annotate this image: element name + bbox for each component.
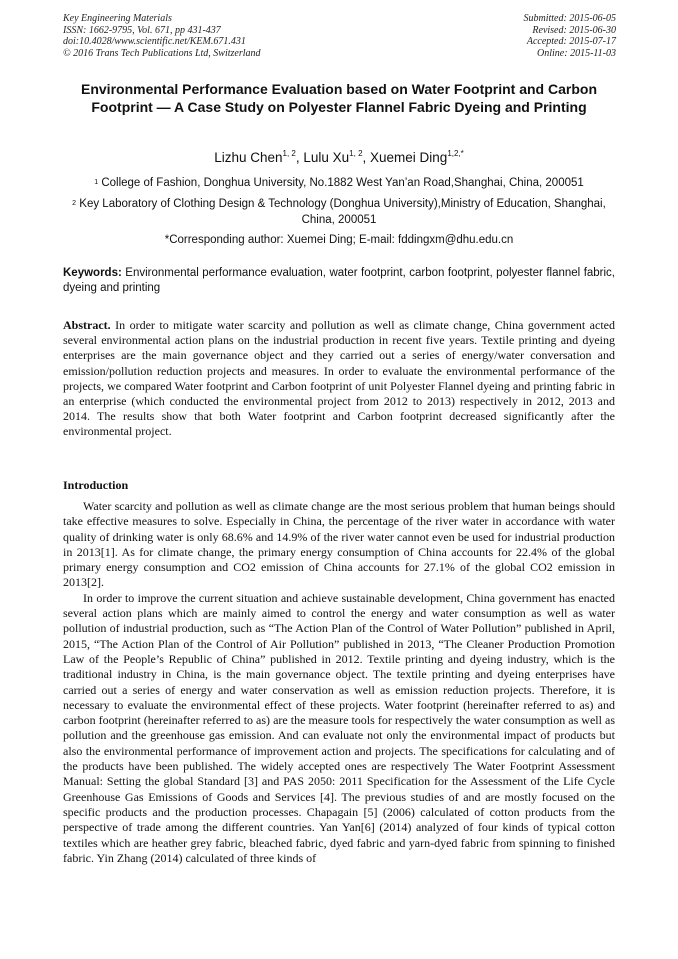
affiliation [63,196,615,228]
abstract-label: Abstract. [63,318,111,332]
abstract-text: In order to mitigate water scarcity and pollution as well as climate change, China government acted several environmental action plans on the industrial production in recent five years. Textile printing and dyeing enterprises are the main governance object and they carried out a series of energy/water conversation and emission/pollution reduction projects and measures. In order to evaluate the environmental performance of the projects, we compared Water footprint and Carbon footprint of unit Polyester Flannel dyeing and printing fabric in an enterprise (which conducted the environmental project from 2012 to 2013) respectively in 2012, 2013 and 2014. The results show that both Water footprint and Carbon footprint decreased significantly after the environmental project. [63,318,615,439]
journal-info [63,13,261,59]
corresponding-author: *Corresponding author: Xuemei Ding; E-mail: fddingxm@dhu.edu.cn [164,234,514,246]
affiliation-marker: 1 [94,179,99,186]
journal-name: Key Engineering Materials [63,13,172,24]
keywords-text: Environmental performance evaluation, water footprint, carbon footprint, polyester flannel fabric, dyeing and printing [63,267,616,294]
keywords [63,266,615,296]
publication-dates [524,13,617,59]
date-revised: Revised: 2015-06-30 [532,24,616,36]
paragraph: In order to improve the current situation and achieve sustainable development, China government has enacted several action plans which are mainly aimed to control the energy and water consumption as well as water pollution of industrial production, such as “The Action Plan of the Control of Water Pollution” published in April, 2015, “The Action Plan of the Control of Air Pollution” published in 2013, “The Cleaner Production Promotion Law of the People’s Republic of China” published in 2012. Textile printing and dyeing industry, which is the traditional industry in China, is the main governance object. The textile printing and dyeing enterprises have carried out a series of energy and water conservation as well as emission reduction projects. Therefore, it is necessary to evaluate the environmental effect of these projects. Water footprint (hereinafter referred to as) and carbon footprint (hereinafter referred to as) are the measure tools for respectively the water consumption as well as pollution and the greenhouse gas emission. And can evaluate not only the environmental impact of products but also the environmental performance of improvement action and projects. The specifications for calculating and of the products have been published. The widely accepted ones are respectively The Water Footprint Assessment Manual: Setting the global Standard [3] and PAS 2050: 2011 Specification for the Assessment of the Life Cycle Greenhouse Gas Emissions of Goods and Services [4]. The previous studies of and are mostly focused on the specific products and the production processes. Chapagain [5] (2006) calculated of cotton products from the perspective of trade among the different countries. Yan Yan[6] (2014) analyzed of four kinds of typical cotton textiles which are heather grey fabric, bleached fabric, dyed fabric and yarn-dyed fabric from spinning to finished fabric. Yin Zhang (2014) calculated of three kinds of [63,590,615,865]
affiliation-text: College of Fashion, Donghua University, No.1882 West Yan’an Road,Shanghai, China, 200051 [101,177,584,189]
date-accepted: Accepted: 2015-07-17 [526,36,616,47]
author-affiliation-marker: 1, 2 [282,149,296,158]
paper-title: Environmental Performance Evaluation based on Water Footprint and Carbon Footprint — A Case Study on Polyester Flannel Fabric Dyeing and Printing [81,81,597,115]
introduction-body [63,499,615,866]
date-online: Online: 2015-11-03 [537,47,616,59]
affiliation [63,175,615,191]
author-name: Lizhu Chen [214,150,283,165]
author-affiliation-marker: 1, 2 [349,149,363,158]
date-submitted: Submitted: 2015-06-05 [523,13,616,24]
journal-doi: doi:10.4028/www.scientific.net/KEM.671.431 [63,36,246,47]
paragraph: Water scarcity and pollution as well as climate change are the most serious problem that human beings should take effective measures to solve. Especially in China, the percentage of the river water in accordance with water quality of drinking water is only 68.6% and 14.9% of the river water cannot even be used for industrial production in 2013[1]. As for climate change, the primary energy consumption of China accounts for 22.4% of the global primary energy consumption and CO2 emission of China accounts for 27.1% of the global CO2 emission in 2013[2]. [63,499,615,590]
section-heading: Introduction [63,478,129,492]
affiliation-text: Key Laboratory of Clothing Design & Technology (Donghua University),Ministry of Education, Shanghai, China, 200051 [79,198,606,226]
author-affiliation-marker: 1,2,* [447,149,464,158]
author-name: Xuemei Ding [370,150,448,165]
author-list: Lizhu Chen$^{1, 2}$, Lulu Xu$^{1, 2}$, Xuemei Ding$^{1,2,*}$ [214,149,464,165]
abstract [63,318,615,440]
journal-issn: ISSN: 1662-9795, Vol. 671, pp 431-437 [63,24,221,36]
author-name: Lulu Xu [303,150,350,165]
journal-copyright: © 2016 Trans Tech Publications Ltd, Switzerland [63,47,261,59]
affiliation-marker: 2 [72,200,77,207]
keywords-label: Keywords: [63,267,122,279]
